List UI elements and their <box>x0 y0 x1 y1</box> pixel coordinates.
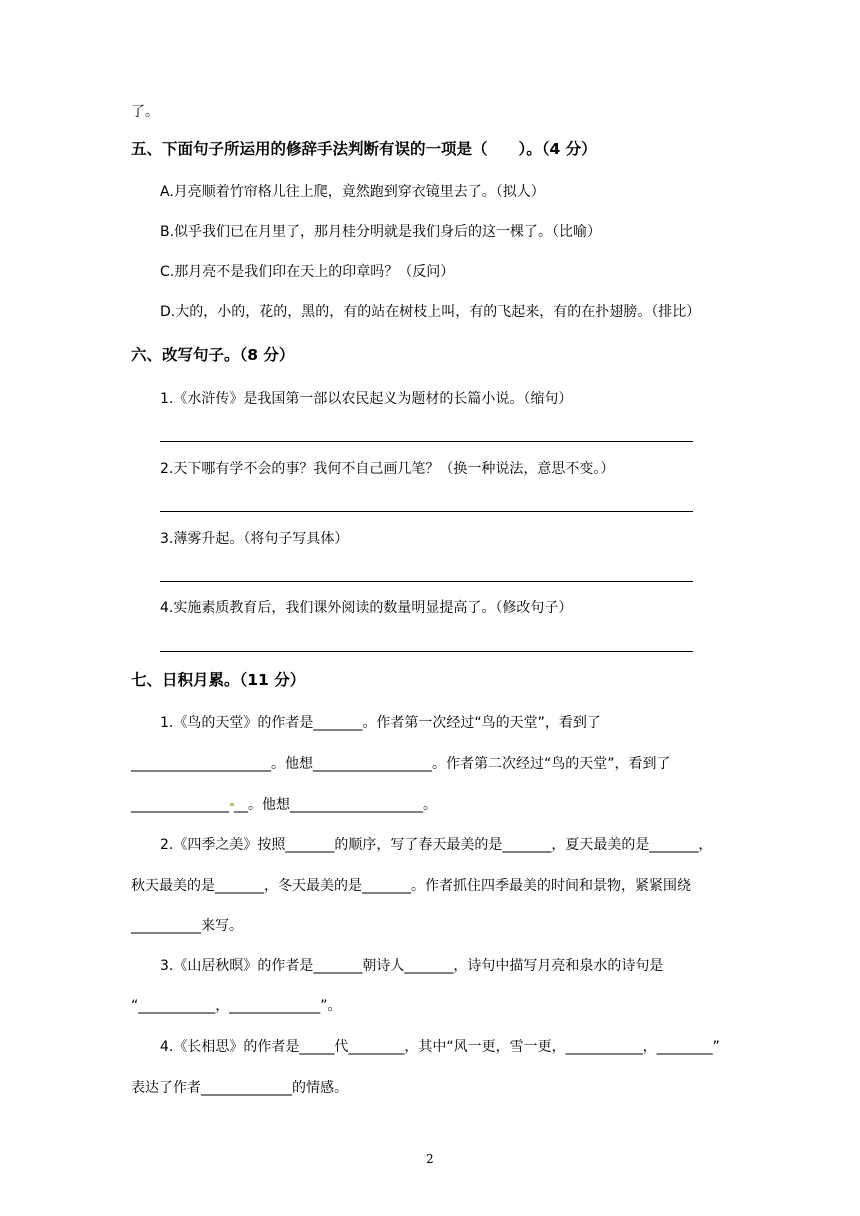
fill-line-10: 表达了作者_____________的情感。 <box>131 1080 348 1096</box>
rewrite-item-3: 3.薄雾升起。（将句子写具体） <box>160 531 349 547</box>
answer-line-4 <box>160 651 693 652</box>
fill-line-5: 秋天最美的是_______，冬天最美的是_______。作者抓住四季最美的时间和景物，紧紧围绕 <box>131 878 691 894</box>
option-a: A.月亮顺着竹帘格儿往上爬，竟然跑到穿衣镜里去了。（拟人） <box>160 184 545 200</box>
option-b: B.似乎我们已在月里了，那月桂分明就是我们身后的这一棵了。（比喻） <box>160 224 602 240</box>
section-heading-7: 七、日积月累。（11 分） <box>131 671 306 689</box>
page-number: 2 <box>426 1152 434 1166</box>
fill-line-4: 2.《四季之美》按照_______的顺序，写了春天最美的是_______，夏天最美的是_______， <box>160 837 713 853</box>
fill-line-3b: __。他想___________________。 <box>234 797 437 813</box>
fill-line-6: __________来写。 <box>131 918 243 934</box>
fill-line-2: ____________________。他想_________________。作者第二次经过“鸟的天堂”，看到了 <box>131 756 671 772</box>
section-heading-5: 五、下面句子所运用的修辞手法判断有误的一项是（ ）。（4 分） <box>131 140 597 158</box>
rewrite-item-1: 1.《水浒传》是我国第一部以农民起义为题材的长篇小说。（缩句） <box>160 391 573 407</box>
answer-line-2 <box>160 511 693 512</box>
fill-line-9: 4.《长相思》的作者是_____代________，其中“风一更，雪一更，___________，________” <box>160 1039 720 1055</box>
fill-line-7: 3.《山居秋暝》的作者是_______朝诗人_______，诗句中描写月亮和泉水的诗句是 <box>160 958 664 974</box>
continued-text: 了。 <box>131 104 159 120</box>
answer-line-3 <box>160 581 693 582</box>
fill-line-8: “___________，_____________”。 <box>131 998 342 1014</box>
rewrite-item-4: 4.实施素质教育后，我们课外阅读的数量明显提高了。（修改句子） <box>160 600 573 616</box>
option-d: D.大的，小的，花的，黑的，有的站在树枝上叫，有的飞起来，有的在扑翅膀。（排比） <box>160 304 701 320</box>
section-heading-6: 六、改写句子。（8 分） <box>131 346 295 364</box>
fill-line-1: 1.《鸟的天堂》的作者是_______。作者第一次经过“鸟的天堂”，看到了 <box>160 715 601 731</box>
fill-line-3a: ______________ <box>131 797 229 813</box>
rewrite-item-2: 2.天下哪有学不会的事？我何不自己画几笔？（换一种说法，意思不变。） <box>160 461 615 477</box>
option-c: C.那月亮不是我们印在天上的印章吗？（反问） <box>160 264 455 280</box>
answer-line-1 <box>160 441 693 442</box>
